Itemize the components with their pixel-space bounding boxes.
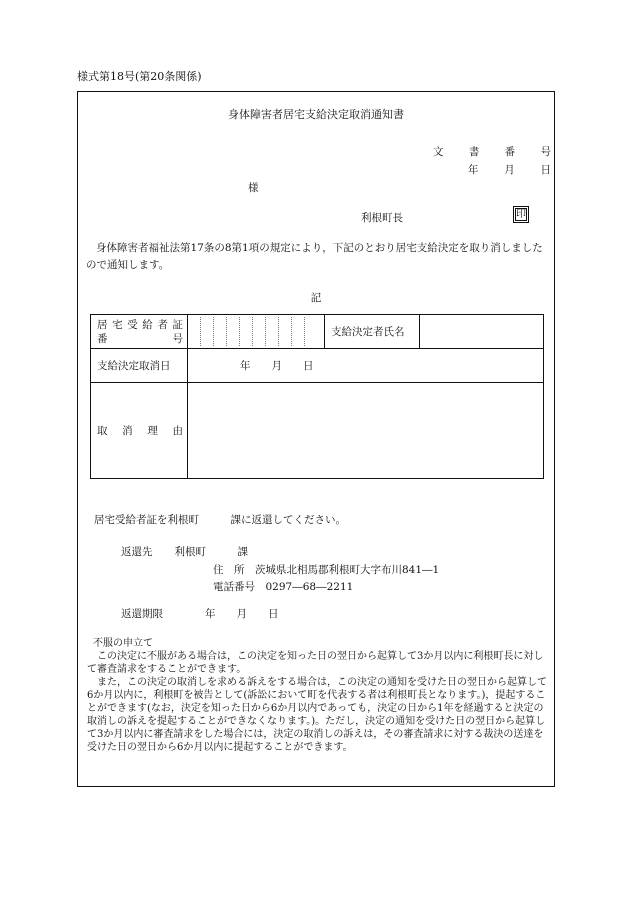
cert-number-label-line1: 居宅受給者証 — [97, 318, 183, 331]
document-title: 身体障害者居宅支給決定取消通知書 — [228, 108, 404, 121]
return-destination-label: 返還先 — [121, 546, 153, 558]
addressee-suffix: 様 — [248, 182, 259, 194]
recipient-name-field[interactable] — [420, 315, 544, 349]
cancel-date-value: 年 月 日 — [188, 349, 544, 383]
reason-field[interactable] — [188, 383, 544, 479]
appeal-heading: 不服の申立て — [93, 638, 153, 649]
return-destination — [121, 544, 248, 559]
return-deadline-value: 年 月 日 — [205, 608, 279, 620]
return-telephone: 電話番号 0297―68―2211 — [213, 581, 354, 593]
details-table — [90, 314, 544, 479]
seal-mark — [513, 206, 529, 223]
return-instruction: 居宅受給者証を利根町 課に返還してください。 — [94, 514, 346, 526]
notice-body: 身体障害者福祉法第17条の8第1項の規定により，下記のとおり居宅支給決定を取り消しましたので通知します。 — [86, 242, 543, 271]
form-number-label: 様式第18号(第20条関係) — [77, 70, 202, 83]
appeal-paragraph-1: この決定に不服がある場合は，この決定を知った日の翌日から起算して3か月以内に利根町長に対して審査請求をすることができます。 — [87, 651, 544, 675]
document-number-label: 文 書 番 号 — [433, 146, 551, 158]
issue-date-label: 年 月 日 — [468, 164, 551, 176]
appeal-section — [87, 637, 549, 754]
appeal-paragraph-2: また，この決定の取消しを求める訴えをする場合は，この決定の通知を受けた日の翌日から起算して6か月以内に，利根町を被告として(訴訟において町を代表する者は利根町長となります。)，提起することができます(なお，決定を知った日から6か月以内であっても，決定の日から1年を経過すると決定の取消しの訴えを提起することができなくなります。)。ただし，決定の通知を受けた日の翌日から起算して3か月以内に審査請求をした場合には，決定の取消しの訴えは，その審査請求に対する裁決の送達を受けた日の翌日から6か月以内に提起することができます。 — [87, 677, 547, 753]
return-destination-value: 利根町 課 — [174, 546, 248, 558]
reason-label-text: 取 消 理 由 — [97, 425, 183, 437]
return-deadline-label: 返還期限 — [121, 608, 163, 620]
notice-form-frame — [77, 91, 555, 787]
return-deadline — [121, 606, 279, 621]
cert-number-label-line2: 番 号 — [97, 332, 183, 345]
cert-number-label-cell — [91, 315, 188, 349]
ki-heading: 記 — [310, 292, 322, 304]
reason-label — [91, 383, 188, 479]
return-address: 住 所 茨城県北相馬郡利根町大字布川841―1 — [213, 564, 440, 576]
recipient-name-label: 支給決定者氏名 — [325, 315, 420, 349]
cancel-date-label: 支給決定取消日 — [91, 349, 188, 383]
issuer-name: 利根町長 — [361, 212, 403, 224]
seal-text: 印 — [516, 209, 526, 220]
cert-number-field[interactable] — [188, 315, 325, 349]
